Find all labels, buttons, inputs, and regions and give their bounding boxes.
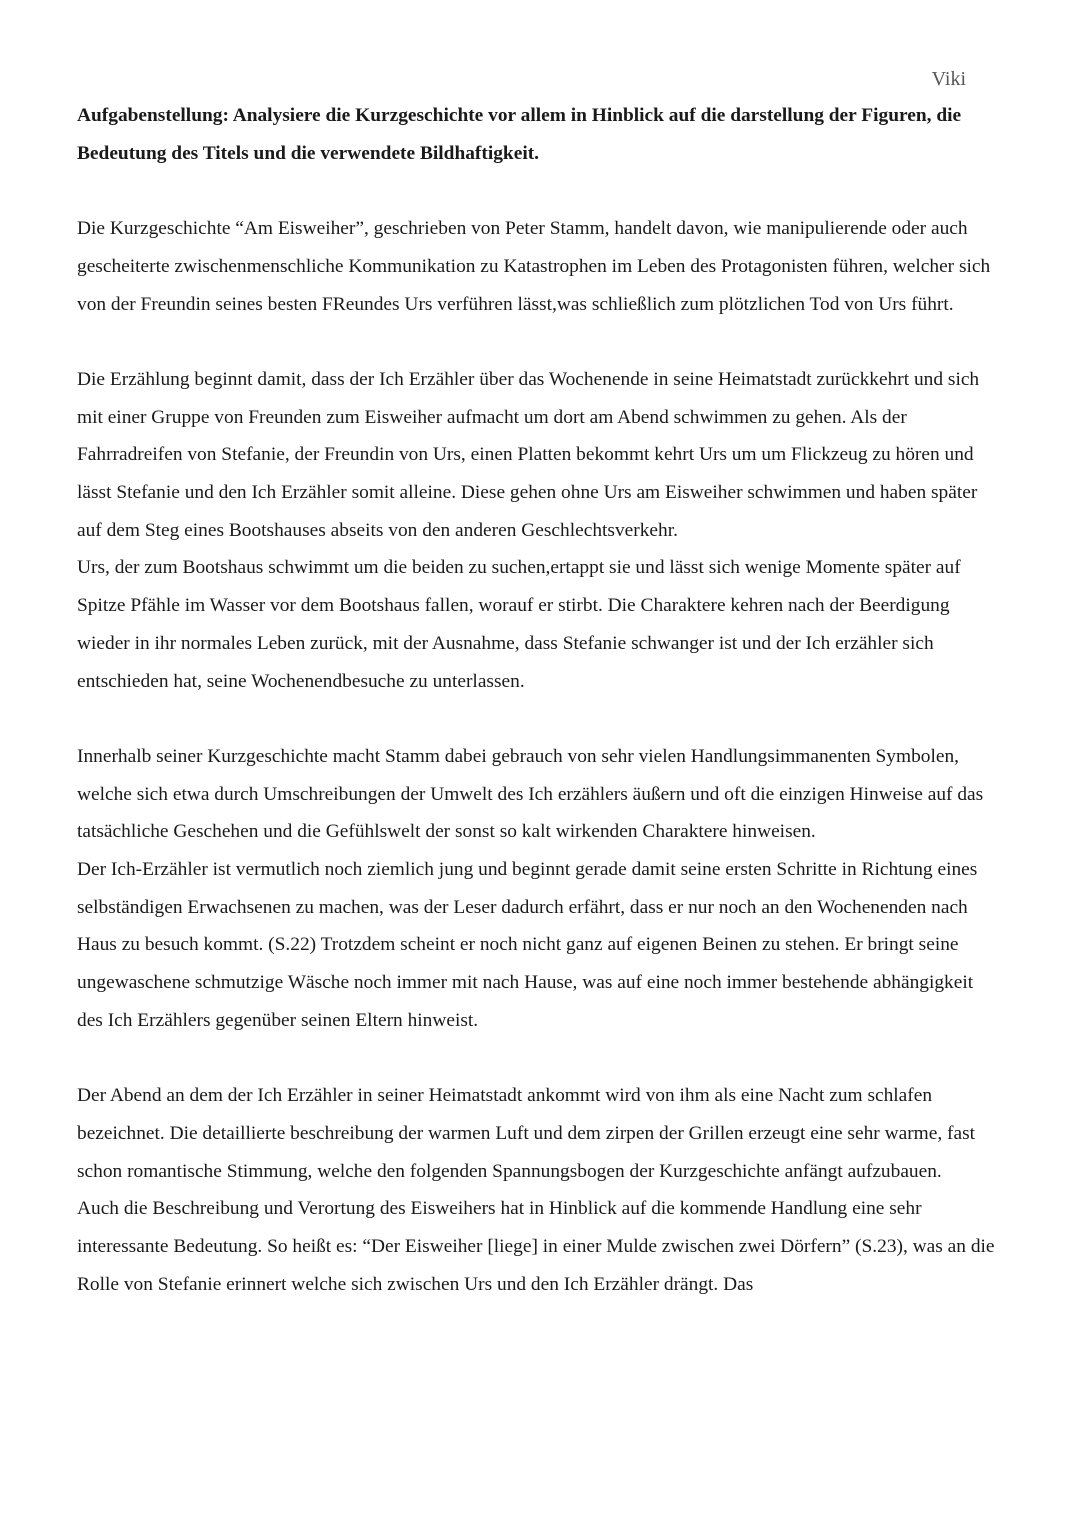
paragraph-intro: Die Kurzgeschichte “Am Eisweiher”, geschrieben von Peter Stamm, handelt davon, wie manipulierende oder auch gescheiterte zwischenmenschliche Kommunikation zu Katastrophen im Leben des Protagonisten führen, welcher sich von der Freundin seines besten FReundes Urs verführen lässt,was schließlich zum plötzlichen Tod von Urs führt. [77,218,991,315]
paragraph-summary-continued: Urs, der zum Bootshaus schwimmt um die beiden zu suchen,ertappt sie und lässt sich wenige Momente später auf Spitze Pfähle im Wasser vor dem Bootshaus fallen, worauf er stirbt. Die Charaktere kehren nach der Beerdigung wieder in ihr normales Leben zurück, mit der Ausnahme, dass Stefanie schwanger ist und der Ich erzähler sich entschieden hat, seine Wochenendbesuche zu unterlassen. [77,557,961,692]
document-body [77,97,1003,1303]
task-statement: Aufgabenstellung: Analysiere die Kurzgeschichte vor allem in Hinblick auf die darstellung der Figuren, die Bedeutung des Titels und die verwendete Bildhaftigkeit. [77,105,962,164]
paragraph-summary: Die Erzählung beginnt damit, dass der Ich Erzähler über das Wochenende in seine Heimatstadt zurückkehrt und sich mit einer Gruppe von Freunden zum Eisweiher aufmacht um dort am Abend schwimmen zu gehen. Als der Fahrradreifen von Stefanie, der Freundin von Urs, einen Platten bekommt kehrt Urs um um Flickzeug zu hören und lässt Stefanie und den Ich Erzähler somit alleine. Diese gehen ohne Urs am Eisweiher schwimmen und haben später auf dem Steg eines Bootshauses abseits von den anderen Geschlechtsverkehr. [77,368,980,541]
blank-line [77,700,1003,738]
blank-line [77,323,1003,361]
author-name: Viki [931,68,966,90]
paragraph-evening: Der Abend an dem der Ich Erzähler in seiner Heimatstadt ankommt wird von ihm als eine Nacht zum schlafen bezeichnet. Die detaillierte beschreibung der warmen Luft und dem zirpen der Grillen erzeugt eine sehr warme, fast schon romantische Stimmung, welche den folgenden Spannungsbogen der Kurzgeschichte anfängt aufzubauen. [77,1085,976,1182]
paragraph-symbols: Innerhalb seiner Kurzgeschichte macht Stamm dabei gebrauch von sehr vielen Handlungsimmanenten Symbolen, welche sich etwa durch Umschreibungen der Umwelt des Ich erzählers äußern und oft die einzigen Hinweise auf das tatsächliche Geschehen und die Gefühlswelt der sonst so kalt wirkenden Charaktere hinweisen. [77,745,984,843]
blank-line [77,1040,1003,1078]
blank-line [77,172,1003,210]
paragraph-narrator: Der Ich-Erzähler ist vermutlich noch ziemlich jung und beginnt gerade damit seine ersten Schritte in Richtung eines selbständigen Erwachsenen zu machen, was der Leser dadurch erfährt, dass er nur noch an den Wochenenden nach Haus zu besuch kommt. (S.22) Trotzdem scheint er noch nicht ganz auf eigenen Beinen zu stehen. Er bringt seine ungewaschene schmutzige Wäsche noch immer mit nach Hause, was auf eine noch immer bestehende abhängigkeit des Ich Erzählers gegenüber seinen Eltern hinweist. [77,859,978,1031]
paragraph-eisweiher: Auch die Beschreibung und Verortung des Eisweihers hat in Hinblick auf die kommende Handlung eine sehr interessante Bedeutung. So heißt es: “Der Eisweiher [liege] in einer Mulde zwischen zwei Dörfern” (S.23), was an die Rolle von Stefanie erinnert welche sich zwischen Urs und den Ich Erzähler drängt. Das [77,1198,995,1295]
